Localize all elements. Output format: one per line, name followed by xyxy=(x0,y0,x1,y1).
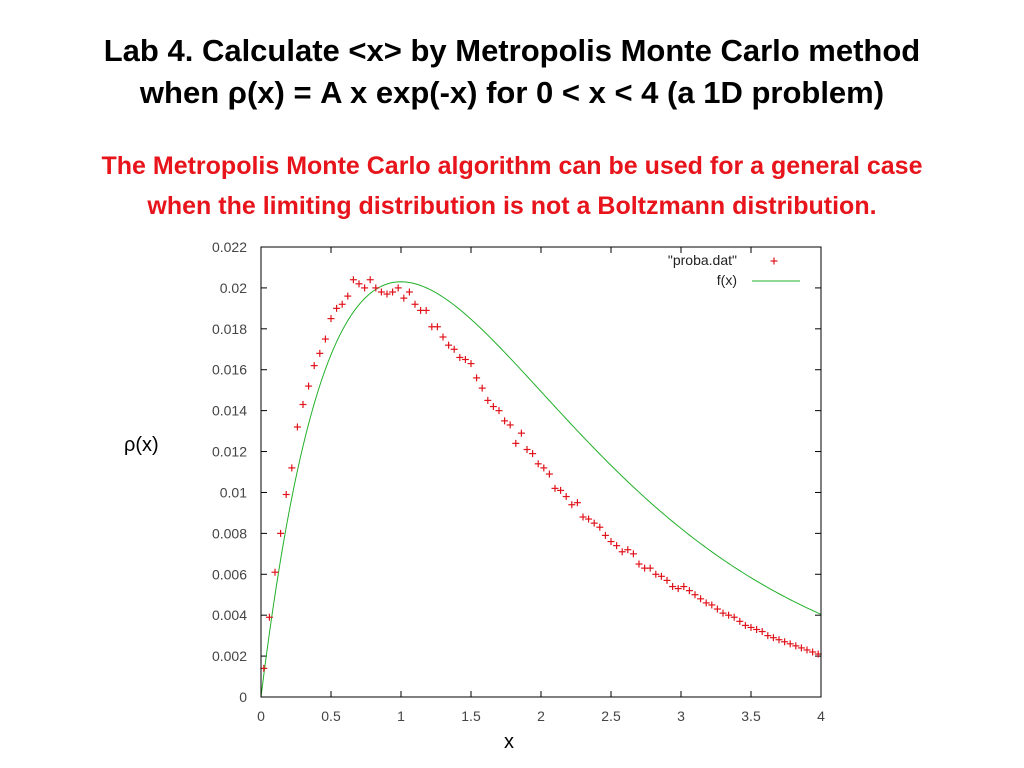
y-tick-label: 0.02 xyxy=(219,279,247,296)
data-point xyxy=(451,346,458,353)
data-point xyxy=(714,606,721,613)
data-point xyxy=(277,530,284,537)
data-point xyxy=(608,538,615,545)
data-point xyxy=(591,520,598,527)
data-point xyxy=(395,284,402,291)
data-point xyxy=(361,284,368,291)
data-point xyxy=(529,450,536,457)
data-point xyxy=(563,493,570,500)
x-tick-label: 0 xyxy=(257,708,265,724)
data-point xyxy=(501,417,508,424)
x-tick-label: 3.5 xyxy=(741,708,761,724)
data-point xyxy=(496,407,503,414)
y-tick-label: 0.01 xyxy=(219,484,247,501)
data-point xyxy=(283,491,290,498)
data-point xyxy=(350,276,357,283)
title-line-1: Lab 4. Calculate <x> by Metropolis Monte Carlo method xyxy=(103,33,921,68)
data-point xyxy=(272,569,279,576)
data-point xyxy=(490,403,497,410)
data-point xyxy=(507,421,514,428)
y-axis-label: ρ(x) xyxy=(124,434,159,456)
data-point xyxy=(535,460,542,467)
subtitle-line-2: when the limiting distribution is not a Boltzmann distribution. xyxy=(147,192,877,220)
x-tick-label: 4 xyxy=(817,708,825,724)
y-tick-label: 0.002 xyxy=(211,648,247,665)
x-axis-ticks xyxy=(257,247,825,724)
y-tick-label: 0.012 xyxy=(211,443,247,460)
data-point xyxy=(518,430,525,437)
x-tick-label: 3 xyxy=(677,708,685,724)
y-tick-label: 0.006 xyxy=(211,566,247,583)
series-points-proba xyxy=(260,276,821,672)
data-point xyxy=(613,542,620,549)
data-point xyxy=(305,383,312,390)
legend-label-fx: f(x) xyxy=(716,272,737,288)
data-point xyxy=(484,397,491,404)
x-tick-label: 1 xyxy=(397,708,405,724)
data-point xyxy=(736,618,743,625)
data-point xyxy=(445,342,452,349)
data-point xyxy=(540,464,547,471)
x-tick-label: 2 xyxy=(537,708,545,724)
data-point xyxy=(328,315,335,322)
data-point xyxy=(356,280,363,287)
data-point xyxy=(473,374,480,381)
data-point xyxy=(423,307,430,314)
data-point xyxy=(630,550,637,557)
y-tick-label: 0.022 xyxy=(211,239,247,255)
x-axis-label: x xyxy=(504,731,514,753)
y-tick-label: 0.014 xyxy=(211,402,247,419)
plot-frame xyxy=(261,247,821,697)
data-point xyxy=(596,524,603,531)
data-point xyxy=(546,471,553,478)
data-point xyxy=(602,532,609,539)
y-tick-label: 0.004 xyxy=(211,607,247,624)
data-point xyxy=(300,401,307,408)
data-point xyxy=(339,301,346,308)
y-tick-label: 0.018 xyxy=(211,320,247,337)
data-point xyxy=(524,446,531,453)
data-point xyxy=(372,284,379,291)
data-point xyxy=(406,289,413,296)
data-point xyxy=(288,464,295,471)
data-point xyxy=(440,334,447,341)
data-point xyxy=(367,276,374,283)
data-point xyxy=(322,336,329,343)
x-tick-label: 2.5 xyxy=(601,708,621,724)
subtitle-line-1: The Metropolis Monte Carlo algorithm can be used for a general case xyxy=(101,152,923,180)
legend xyxy=(668,252,800,288)
data-point xyxy=(636,561,643,568)
data-point xyxy=(294,424,301,431)
y-tick-label: 0 xyxy=(239,689,247,705)
data-point xyxy=(697,595,704,602)
legend-marker-proba xyxy=(771,258,778,265)
data-point xyxy=(686,587,693,594)
data-point xyxy=(412,301,419,308)
data-point xyxy=(344,293,351,300)
data-point xyxy=(692,591,699,598)
data-point xyxy=(400,295,407,302)
data-point xyxy=(468,360,475,367)
title-line-2: when ρ(x) = A x exp(-x) for 0 < x < 4 (a 1D problem) xyxy=(139,75,885,110)
data-point xyxy=(664,577,671,584)
data-point xyxy=(479,385,486,392)
data-point xyxy=(311,362,318,369)
x-tick-label: 1.5 xyxy=(461,708,481,724)
y-axis-ticks xyxy=(212,239,821,705)
legend-label-proba: "proba.dat" xyxy=(667,252,737,268)
data-point xyxy=(512,440,519,447)
x-tick-label: 0.5 xyxy=(321,708,341,724)
series-line-fx xyxy=(261,282,821,697)
data-point xyxy=(316,350,323,357)
data-point xyxy=(647,565,654,572)
y-tick-label: 0.008 xyxy=(211,525,247,542)
y-tick-label: 0.016 xyxy=(211,361,247,378)
data-point xyxy=(333,305,340,312)
data-point xyxy=(434,323,441,330)
